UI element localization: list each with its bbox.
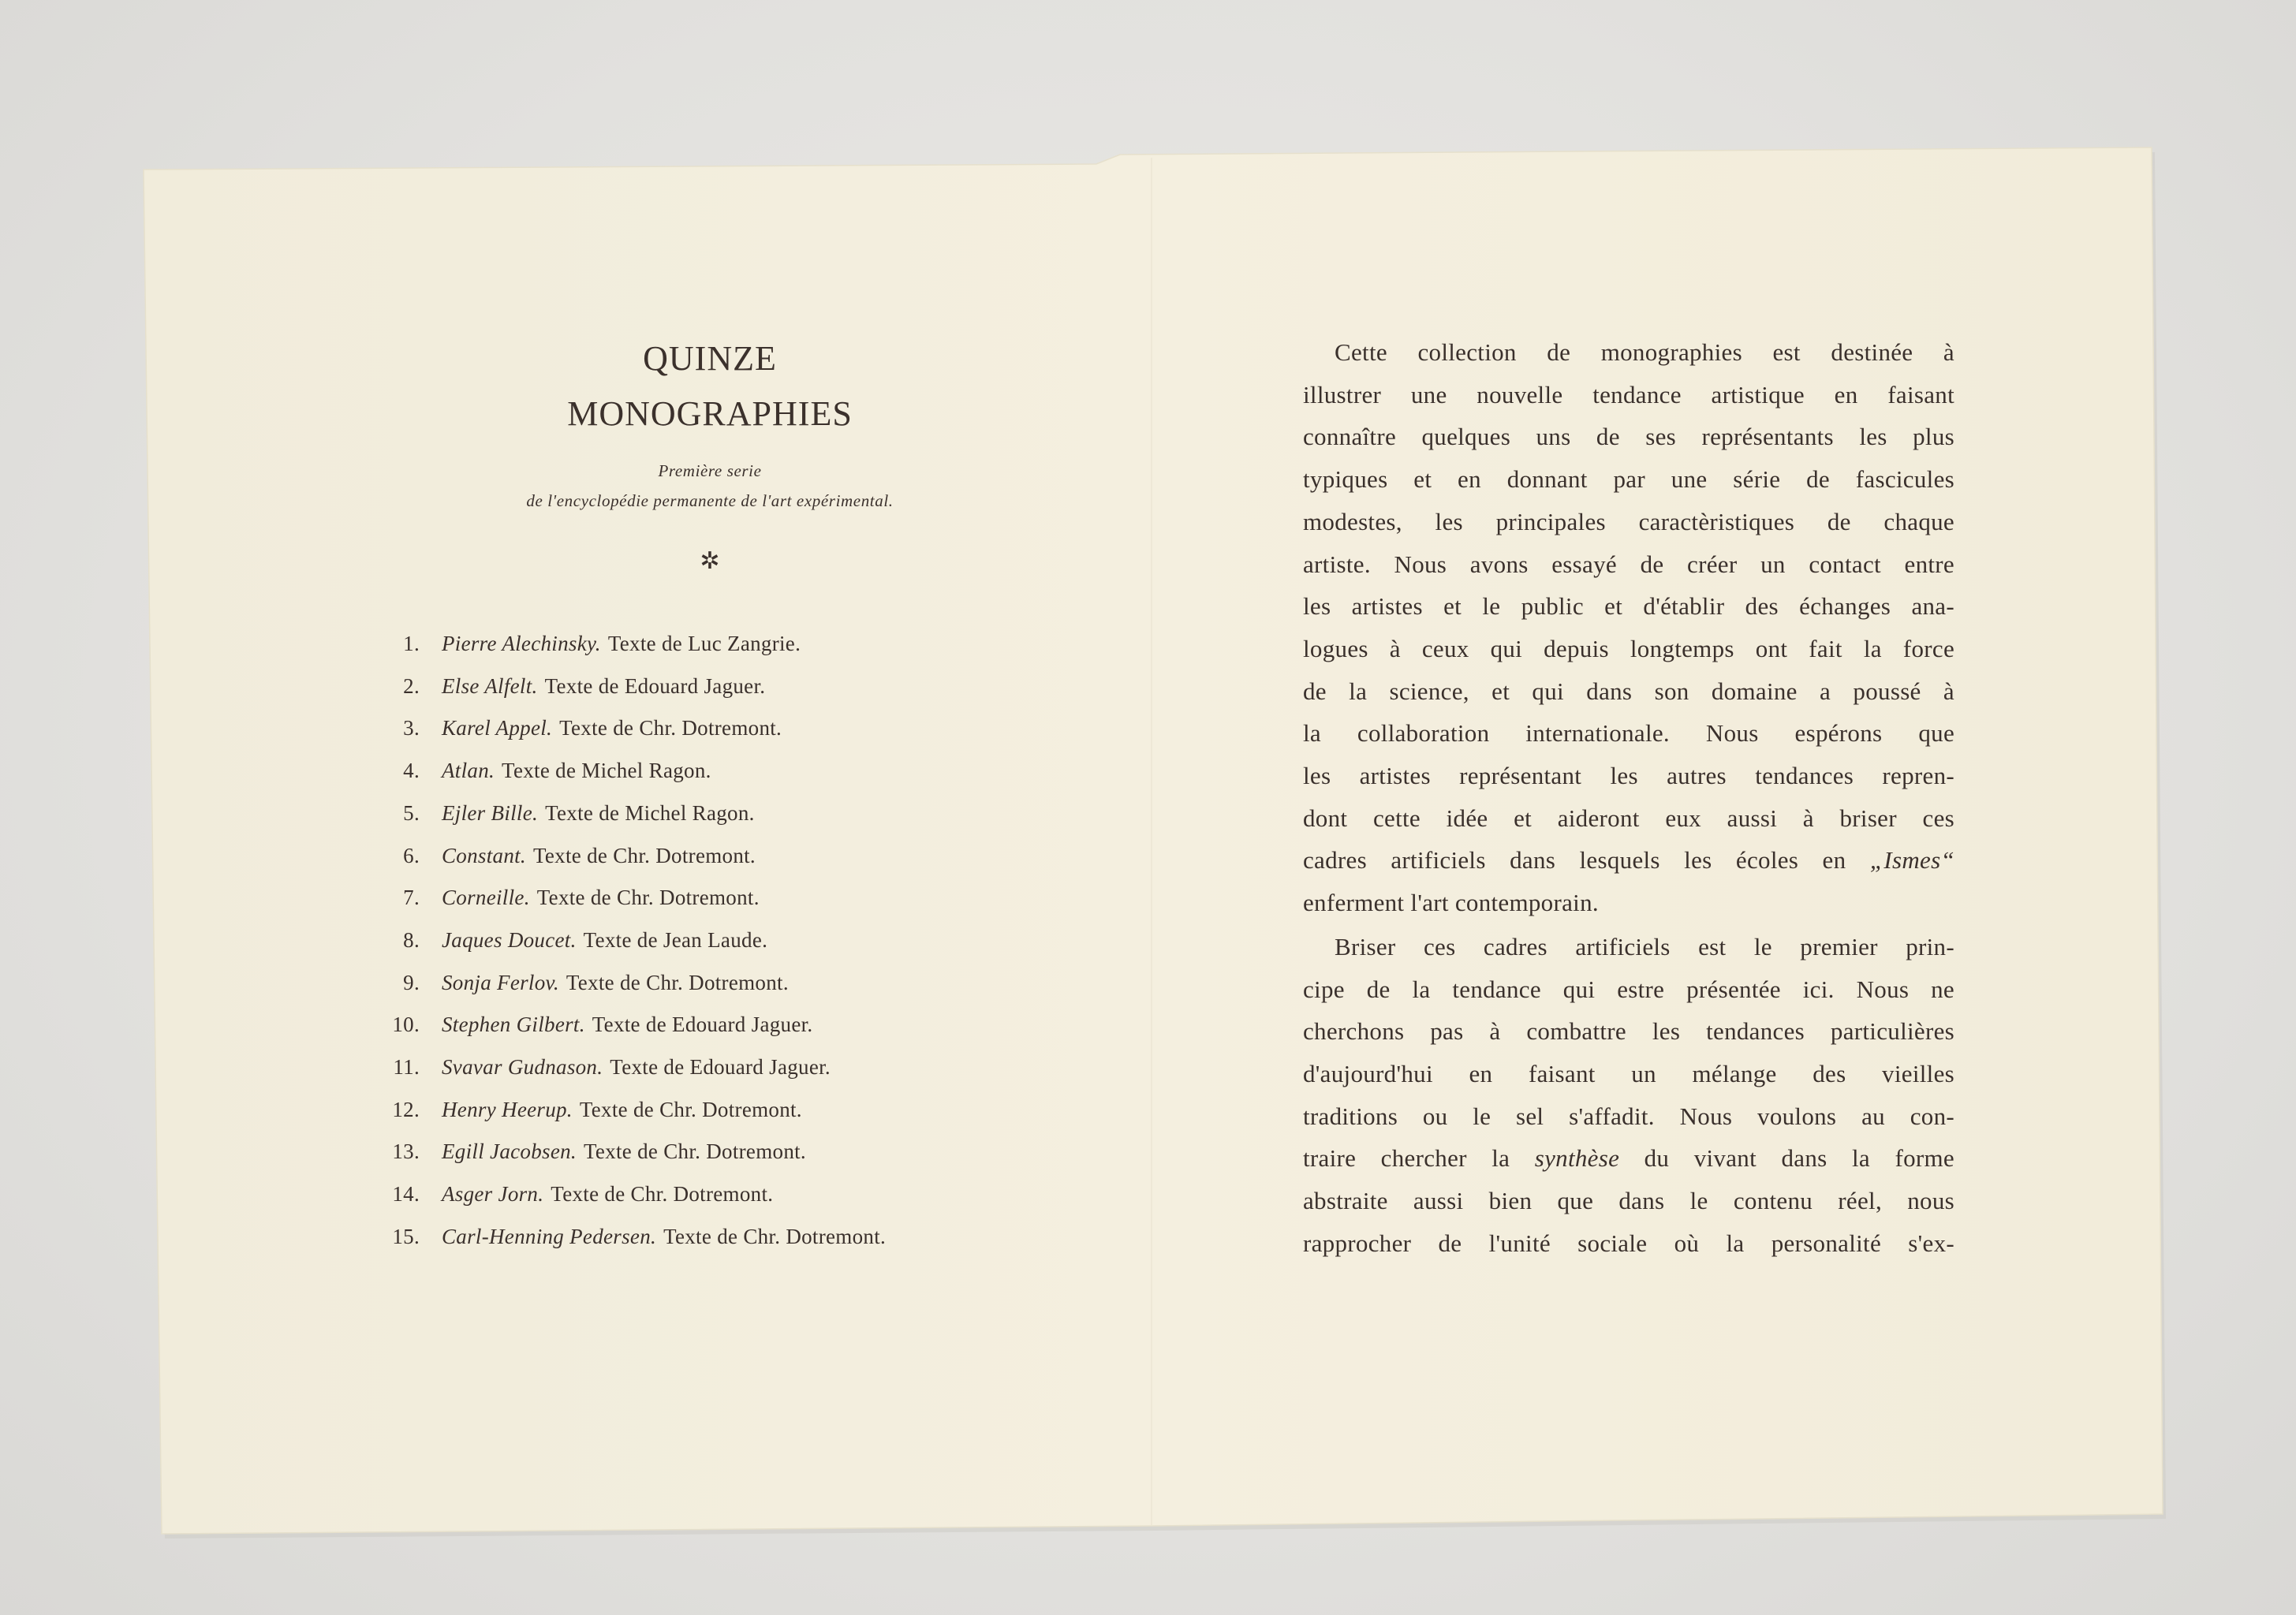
- item-artist: Sonja Ferlov.: [442, 970, 559, 994]
- item-number: 15.: [392, 1224, 420, 1248]
- list-item: [379, 1046, 1041, 1089]
- item-author-text: Texte de Chr. Dotremont.: [663, 1224, 887, 1248]
- item-number: 5.: [403, 800, 420, 825]
- item-number: 13.: [392, 1139, 420, 1164]
- item-author-text: Texte de Luc Zangrie.: [607, 632, 801, 655]
- item-author-text: Texte de Chr. Dotremont.: [551, 1182, 774, 1207]
- item-author-text: Texte de Michel Ragon.: [502, 759, 711, 783]
- page-title: [379, 331, 1041, 442]
- text-line: la collaboration internationale. Nous espérons que: [1303, 719, 1954, 748]
- paragraph-principle: [1303, 926, 1954, 1265]
- item-artist: Ejler Bille.: [442, 800, 539, 825]
- emphasis-ismes: „Ismes“: [1869, 846, 1954, 875]
- list-item: [379, 750, 1041, 793]
- subtitle-line-2: de l'encyclopédie permanente de l'art expérimental.: [526, 491, 894, 510]
- item-author-text: Texte de Michel Ragon.: [545, 800, 755, 825]
- item-author-text: Texte de Jean Laude.: [583, 927, 768, 952]
- item-author-text: Texte de Chr. Dotremont.: [532, 843, 756, 867]
- item-number: 14.: [392, 1182, 420, 1207]
- item-number: 3.: [403, 716, 420, 740]
- item-number: 9.: [403, 970, 420, 994]
- text-line: Cette collection de monographies est destinée à: [1335, 338, 1954, 366]
- item-number: 8.: [403, 927, 420, 952]
- text-line: d'aujourd'hui en faisant un mélange des vieilles: [1303, 1059, 1954, 1087]
- list-item: [379, 962, 1041, 1005]
- subtitle-line-1: Première serie: [658, 461, 762, 480]
- item-number: 1.: [403, 632, 420, 655]
- list-item: [379, 707, 1041, 750]
- item-author-text: Texte de Chr. Dotremont.: [559, 716, 782, 740]
- right-page: [1303, 331, 1954, 1264]
- text-line: cherchons pas à combattre les tendances particulières: [1303, 1017, 1954, 1046]
- title-line-2: MONOGRAPHIES: [567, 394, 853, 433]
- list-item: [379, 623, 1041, 666]
- text-line: typiques et en donnant par une série de fascicules: [1303, 465, 1954, 494]
- item-artist: Atlan.: [442, 759, 495, 783]
- item-artist: Pierre Alechinsky.: [442, 632, 601, 655]
- text-line: artiste. Nous avons essayé de créer un contact entre: [1303, 550, 1954, 578]
- item-artist: Jaques Doucet.: [442, 927, 577, 952]
- item-number: 2.: [403, 673, 420, 698]
- item-author-text: Texte de Edouard Jaguer.: [592, 1013, 813, 1037]
- item-number: 10.: [392, 1013, 420, 1037]
- emphasis-synthese: synthèse: [1534, 1144, 1620, 1173]
- text-line: Briser ces cadres artificiels est le premier prin-: [1335, 932, 1954, 960]
- item-author-text: Texte de Chr. Dotremont.: [536, 886, 760, 910]
- item-number: 12.: [392, 1097, 420, 1121]
- item-author-text: Texte de Edouard Jaguer.: [610, 1055, 831, 1080]
- list-item: [379, 1089, 1041, 1132]
- item-artist: Constant.: [442, 843, 526, 867]
- subtitle: [379, 456, 1041, 516]
- text-line: enferment l'art contemporain.: [1303, 889, 1599, 917]
- text-line: [1303, 839, 1954, 882]
- text-line: illustrer une nouvelle tendance artistique en faisant: [1303, 380, 1954, 408]
- list-item: [379, 793, 1041, 835]
- text-line: dont cette idée et aideront eux aussi à briser ces: [1303, 804, 1954, 832]
- item-number: 11.: [393, 1055, 420, 1080]
- list-item: [379, 919, 1041, 962]
- monograph-list: [379, 623, 1041, 1259]
- list-item: [379, 877, 1041, 919]
- item-artist: Svavar Gudnason.: [442, 1055, 603, 1080]
- item-artist: Karel Appel.: [442, 716, 553, 740]
- left-page: [379, 331, 1041, 1259]
- text-segment: traire chercher la: [1303, 1144, 1535, 1173]
- text-line: traditions ou le sel s'affadit. Nous voulons au con-: [1303, 1102, 1954, 1130]
- star-ornament-icon: ✲: [700, 548, 720, 574]
- text-segment: du vivant dans la forme: [1619, 1144, 1954, 1173]
- text-segment: cadres artificiels dans lesquels les écoles en: [1303, 846, 1870, 875]
- text-line: rapprocher de l'unité sociale où la personalité s'ex-: [1303, 1229, 1954, 1257]
- item-artist: Stephen Gilbert.: [442, 1013, 585, 1037]
- list-item: [379, 835, 1041, 878]
- list-item: [379, 1173, 1041, 1216]
- item-number: 7.: [403, 886, 420, 910]
- list-item: [379, 1131, 1041, 1173]
- item-artist: Egill Jacobsen.: [442, 1139, 577, 1164]
- item-number: 6.: [403, 843, 420, 867]
- item-artist: Corneille.: [442, 886, 530, 910]
- item-artist: Carl-Henning Pedersen.: [442, 1224, 657, 1248]
- item-artist: Asger Jorn.: [442, 1182, 544, 1207]
- text-line: logues à ceux qui depuis longtemps ont fait la force: [1303, 634, 1954, 662]
- list-item: [379, 1216, 1041, 1259]
- text-line: les artistes et le public et d'établir des échanges ana-: [1303, 592, 1954, 621]
- text-line: de la science, et qui dans son domaine a poussé à: [1303, 677, 1954, 705]
- item-author-text: Texte de Chr. Dotremont.: [566, 970, 789, 994]
- item-number: 4.: [403, 759, 420, 783]
- list-item: [379, 666, 1041, 708]
- list-item: [379, 1004, 1041, 1046]
- paragraph-introduction: [1303, 331, 1954, 924]
- item-author-text: Texte de Edouard Jaguer.: [544, 673, 766, 698]
- item-author-text: Texte de Chr. Dotremont.: [579, 1097, 802, 1121]
- item-artist: Else Alfelt.: [442, 673, 538, 698]
- text-line: [1303, 1137, 1954, 1180]
- item-author-text: Texte de Chr. Dotremont.: [583, 1139, 806, 1164]
- text-line: les artistes représentant les autres tendances repren-: [1303, 762, 1954, 790]
- item-artist: Henry Heerup.: [442, 1097, 573, 1121]
- title-line-1: QUINZE: [643, 339, 777, 378]
- text-line: cipe de la tendance qui estre présentée ici. Nous ne: [1303, 975, 1954, 1003]
- text-line: connaître quelques uns de ses représentants les plus: [1303, 423, 1954, 451]
- text-line: modestes, les principales caractèristiques de chaque: [1303, 507, 1954, 535]
- text-line: abstraite aussi bien que dans le contenu réel, nous: [1303, 1187, 1954, 1215]
